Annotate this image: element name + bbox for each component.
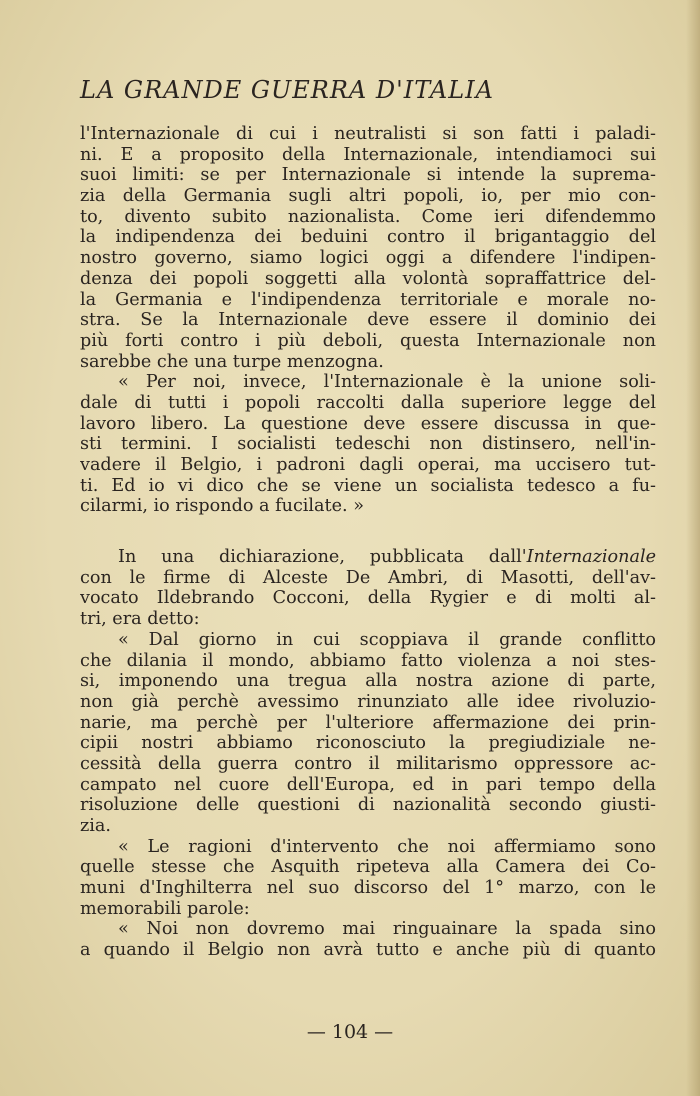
text-line: quelle stesse che Asquith ripeteva alla Camera dei Co- (80, 857, 656, 878)
text-line: memorabili parole: (80, 898, 250, 919)
text-line: cilarmi, io rispondo a fucilate. » (80, 496, 364, 517)
text-line: più forti contro i più deboli, questa Internazionale non (80, 330, 656, 351)
text-line: stra. Se la Internazionale deve essere il dominio dei (80, 310, 656, 331)
paragraph-gap (80, 517, 656, 547)
text-line: a quando il Belgio non avrà tutto e anche più di quanto (80, 940, 656, 961)
italic-title: Internazionale (526, 547, 656, 568)
text-line: denza dei popoli soggetti alla volontà sopraffattrice del- (80, 268, 656, 289)
text-line: l'Internazionale di cui i neutralisti si son fatti i paladi- (80, 124, 656, 144)
text-line: sti termini. I socialisti tedeschi non distinsero, nell'in- (80, 434, 656, 455)
text-line: campato nel cuore dell'Europa, ed in pari tempo della (80, 774, 656, 795)
paragraph (80, 837, 656, 920)
text-line: cessità della guerra contro il militarismo oppressore ac- (80, 753, 656, 774)
text-line: « Noi non dovremo mai ringuainare la spada sino (118, 919, 656, 940)
text-line: « Dal giorno in cui scoppiava il grande conflitto (118, 629, 656, 650)
text-line: narie, ma perchè per l'ulteriore affermazione dei prin- (80, 712, 656, 733)
page-edge-shadow (686, 0, 700, 1096)
paragraph (80, 547, 656, 630)
text-line: cipii nostri abbiamo riconosciuto la pregiudiziale ne- (80, 733, 656, 754)
text-line: « Le ragioni d'intervento che noi affermiamo sono (118, 836, 656, 857)
text-line: tri, era detto: (80, 609, 200, 630)
text-line: lavoro libero. La questione deve essere discussa in que- (80, 413, 656, 434)
body-text (80, 124, 656, 961)
paragraph (80, 919, 656, 960)
text-line: vocato Ildebrando Cocconi, della Rygier e di molti al- (80, 588, 656, 609)
text-line: si, imponendo una tregua alla nostra azione di parte, (80, 671, 656, 692)
text-line: muni d'Inghilterra nel suo discorso del 1° marzo, con le (80, 878, 656, 899)
text-line: ni. E a proposito della Internazionale, intendiamoci sui (80, 144, 656, 165)
text-line: dale di tutti i popoli raccolti dalla superiore legge del (80, 392, 656, 413)
text-line: « Per noi, invece, l'Internazionale è la unione soli- (118, 372, 656, 393)
text-line (80, 547, 656, 568)
page-number: — 104 — (306, 1021, 394, 1043)
text-line: la indipendenza dei beduini contro il brigantaggio del (80, 227, 656, 248)
text-line: con le firme di Alceste De Ambri, di Masotti, dell'av- (80, 567, 656, 588)
text-line: risoluzione delle questioni di nazionalità secondo giusti- (80, 795, 656, 816)
paragraph (80, 630, 656, 837)
text-line: to, divento subito nazionalista. Come ieri difendemmo (80, 206, 656, 227)
text-line: zia. (80, 816, 111, 836)
paragraph (80, 124, 656, 372)
text-line: suoi limiti: se per Internazionale si intende la suprema- (80, 165, 656, 186)
text-line: la Germania e l'indipendenza territoriale e morale no- (80, 289, 656, 310)
text-line: ti. Ed io vi dico che se viene un socialista tedesco a fu- (80, 475, 656, 496)
running-header: LA GRANDE GUERRA D'ITALIA (80, 76, 494, 104)
text-line: non già perchè avessimo rinunziato alle idee rivoluzio- (80, 691, 656, 712)
text-line: sarebbe che una turpe menzogna. (80, 351, 384, 372)
text-line: vadere il Belgio, i padroni dagli operai, ma uccisero tut- (80, 455, 656, 475)
text-line: nostro governo, siamo logici oggi a difendere l'indipen- (80, 248, 656, 269)
text-line: zia della Germania sugli altri popoli, io, per mio con- (80, 186, 656, 207)
text-run: In una dichiarazione, pubblicata dall' (118, 547, 527, 568)
text-line: che dilania il mondo, abbiamo fatto violenza a noi stes- (80, 650, 656, 671)
paragraph (80, 372, 656, 517)
